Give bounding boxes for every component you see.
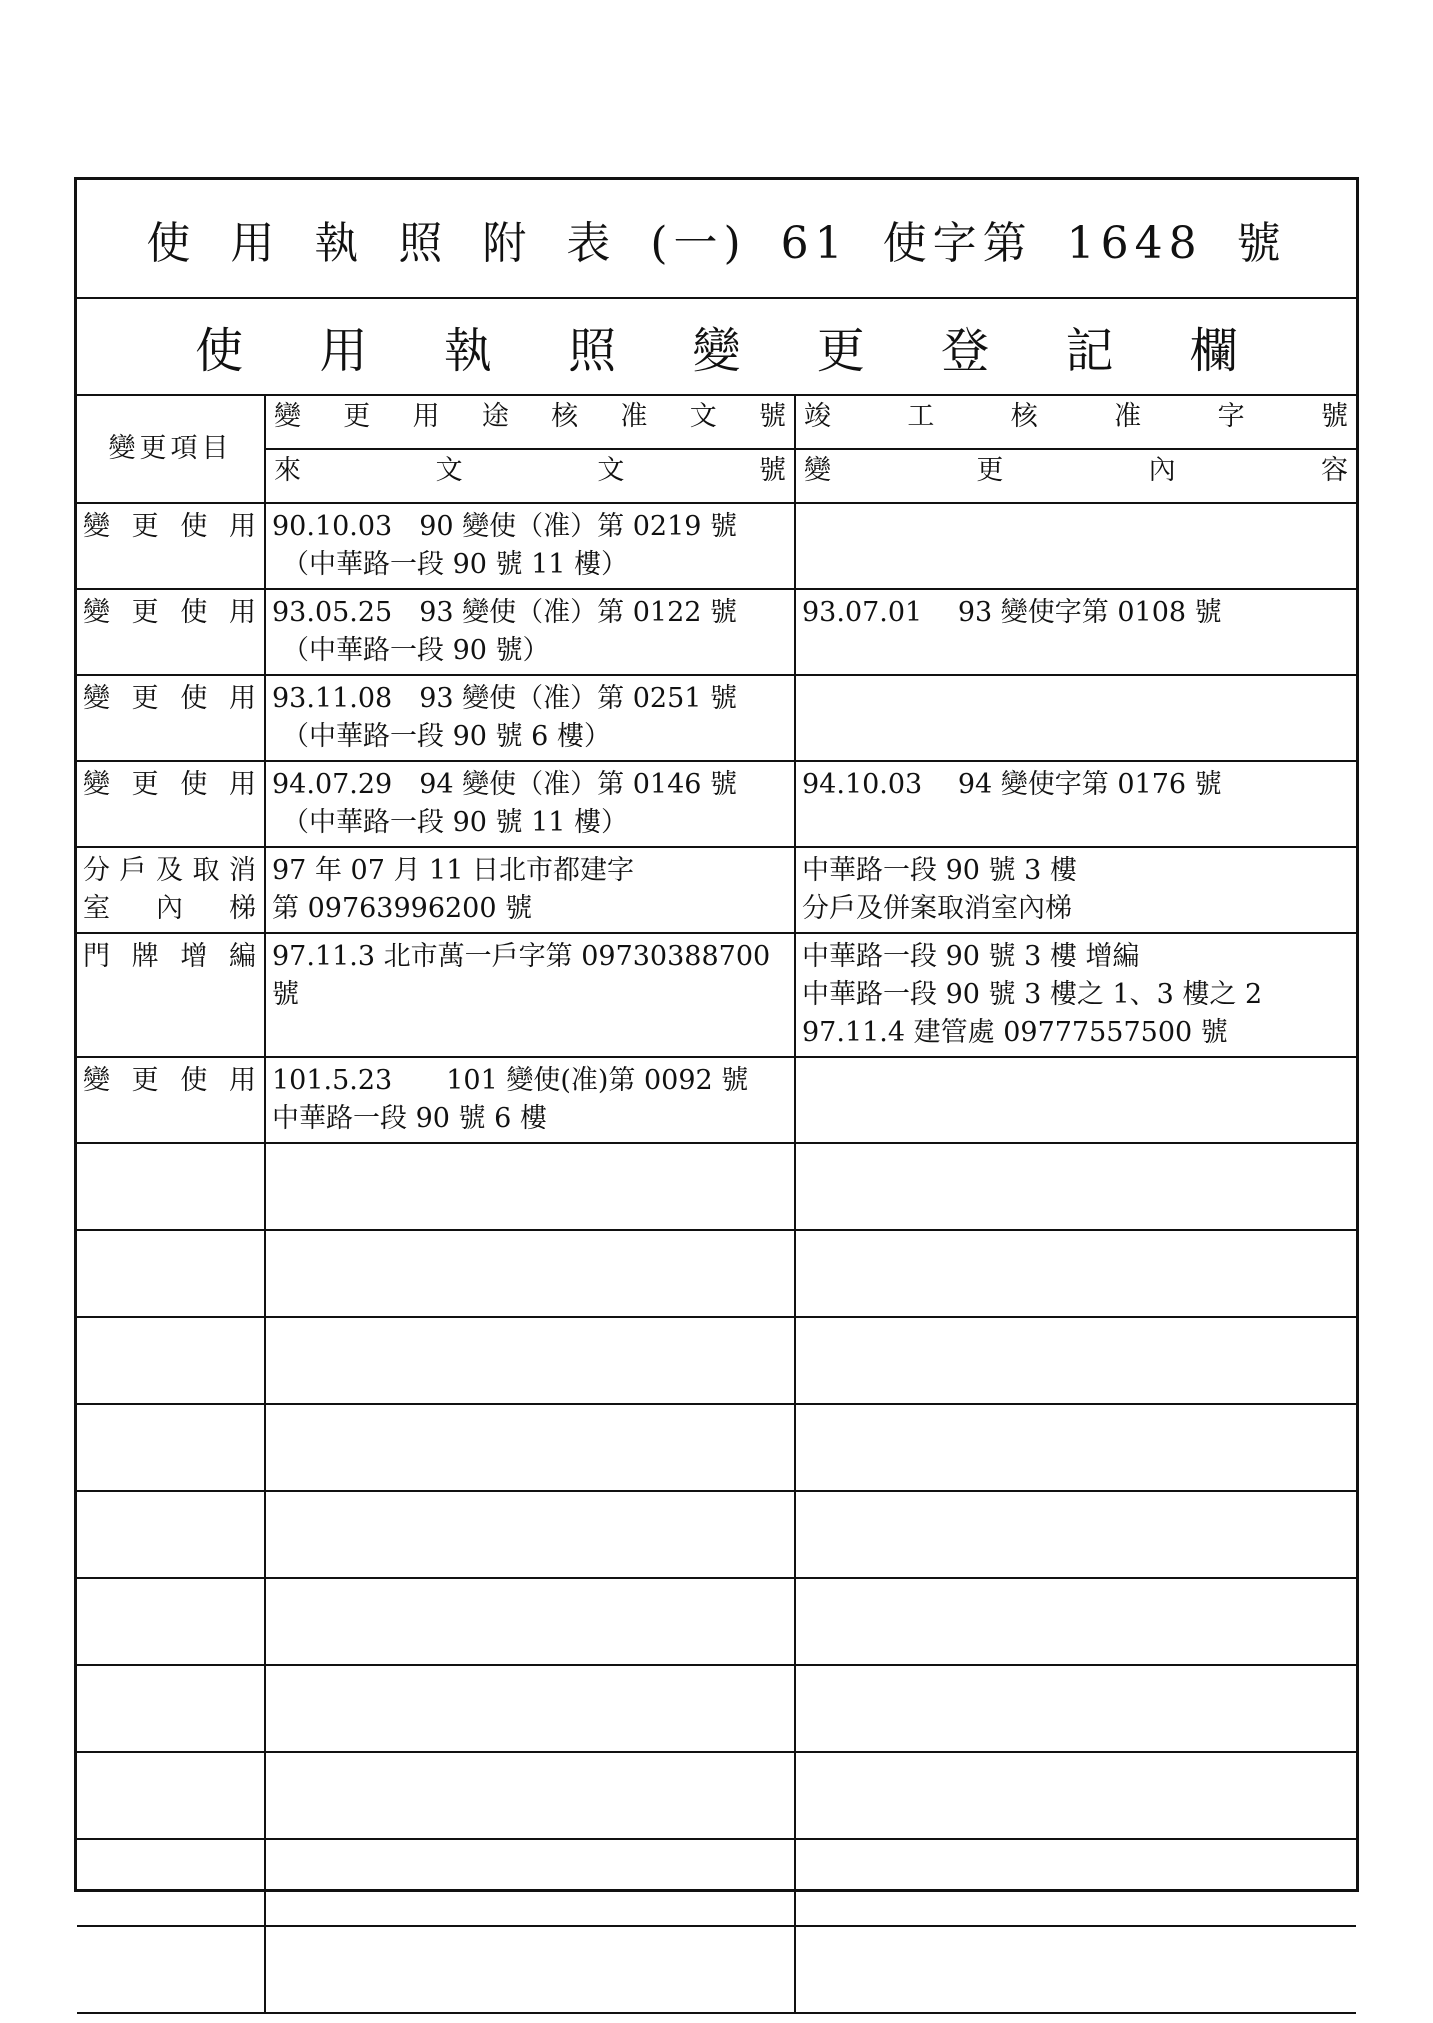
empty-cell [77, 1230, 265, 1317]
empty-register-row [77, 1317, 1356, 1404]
change-item-char: 內 [156, 893, 183, 924]
header-incoming-char: 文 [435, 455, 463, 486]
approval-doc-line: 101.5.23 101 變使(准)第 0092 號 [272, 1065, 749, 1096]
section-title-char: 照 [568, 323, 617, 379]
header-approval-char: 號 [758, 401, 786, 432]
document-title-text: 使 用 執 照 附 表 (一) 61 使字第 1648 號 [146, 217, 1287, 269]
header-incoming-doc [265, 449, 795, 503]
change-item-char: 增 [180, 941, 208, 972]
empty-cell [265, 1317, 795, 1404]
approval-doc-cell [265, 761, 795, 847]
empty-cell [795, 1404, 1356, 1491]
header-incoming-char: 號 [758, 455, 786, 486]
empty-cell [265, 1230, 795, 1317]
completion-line: 中華路一段 90 號 3 樓 增編 [802, 941, 1140, 972]
empty-cell [77, 1317, 265, 1404]
header-content-char: 內 [1148, 455, 1176, 486]
empty-register-row [77, 1578, 1356, 1665]
empty-cell [77, 1578, 265, 1665]
empty-cell [265, 1665, 795, 1752]
empty-cell [795, 1143, 1356, 1230]
completion-line: 94.10.03 94 變使字第 0176 號 [802, 769, 1222, 800]
empty-cell [265, 1578, 795, 1665]
header-change-content [795, 449, 1356, 503]
header-approval-char: 用 [412, 401, 440, 432]
empty-cell [795, 1491, 1356, 1578]
change-item-char: 梯 [229, 893, 256, 924]
change-item-cell [77, 503, 265, 589]
empty-cell [265, 1404, 795, 1491]
change-item-char: 使 [180, 683, 208, 714]
change-item-char: 更 [131, 683, 159, 714]
section-title [77, 299, 1356, 396]
approval-doc-line: 中華路一段 90 號 6 樓 [272, 1103, 547, 1134]
empty-register-row [77, 1404, 1356, 1491]
header-change-item: 變更項目 [77, 396, 265, 503]
approval-doc-line: 93.05.25 93 變使（准）第 0122 號 [272, 597, 738, 628]
section-title-char: 記 [1065, 323, 1114, 379]
approval-doc-line: 97.11.3 北市萬一戶字第 09730388700 [272, 941, 771, 972]
change-item-cell [77, 675, 265, 761]
empty-cell [77, 1752, 265, 1839]
change-register-table [77, 396, 1356, 2014]
empty-cell [795, 1926, 1356, 2013]
empty-cell [77, 1491, 265, 1578]
register-row [77, 1057, 1356, 1143]
approval-doc-line: 97 年 07 月 11 日北市都建字 [272, 855, 634, 886]
change-item-char: 及 [156, 855, 183, 886]
change-item-char: 使 [180, 1065, 208, 1096]
completion-cell [795, 761, 1356, 847]
approval-doc-line: 號 [272, 979, 299, 1010]
section-title-char: 使 [195, 323, 244, 379]
completion-cell [795, 847, 1356, 933]
section-title-char: 欄 [1189, 323, 1238, 379]
section-title-char: 用 [319, 323, 368, 379]
empty-cell [795, 1752, 1356, 1839]
change-item-cell [77, 847, 265, 933]
change-item-char: 用 [228, 1065, 256, 1096]
header-completion-char: 工 [907, 401, 935, 432]
approval-doc-line: 94.07.29 94 變使（准）第 0146 號 [272, 769, 738, 800]
header-approval-char: 核 [551, 401, 579, 432]
permit-sheet [74, 177, 1359, 1892]
change-item-char: 變 [83, 683, 110, 714]
change-item-cell [77, 1057, 265, 1143]
empty-register-row [77, 1143, 1356, 1230]
header-approval-doc [265, 396, 795, 449]
change-item-char: 變 [83, 769, 110, 800]
change-item-char: 門 [83, 941, 110, 972]
change-item-cell [77, 933, 265, 1057]
completion-line: 93.07.01 93 變使字第 0108 號 [802, 597, 1222, 628]
change-item-char: 用 [228, 511, 256, 542]
section-title-char: 執 [443, 323, 492, 379]
empty-register-row [77, 1752, 1356, 1839]
empty-cell [77, 1926, 265, 2013]
empty-cell [795, 1839, 1356, 1926]
approval-doc-cell [265, 847, 795, 933]
header-approval-char: 文 [689, 401, 717, 432]
change-item-char: 用 [228, 769, 256, 800]
empty-cell [77, 1665, 265, 1752]
empty-register-row [77, 1839, 1356, 1926]
completion-cell [795, 589, 1356, 675]
completion-line: 分戶及併案取消室內梯 [802, 893, 1072, 924]
header-incoming-char: 文 [597, 455, 625, 486]
completion-line: 中華路一段 90 號 3 樓之 1、3 樓之 2 [802, 979, 1263, 1010]
change-item-cell [77, 761, 265, 847]
change-item-char: 更 [131, 597, 159, 628]
approval-doc-line: （中華路一段 90 號 6 樓） [282, 721, 611, 752]
register-row [77, 847, 1356, 933]
empty-cell [77, 1143, 265, 1230]
empty-cell [265, 1926, 795, 2013]
empty-cell [795, 1317, 1356, 1404]
change-item-char: 戶 [119, 855, 147, 886]
approval-doc-cell [265, 1057, 795, 1143]
empty-register-row [77, 1926, 1356, 2013]
empty-cell [795, 1230, 1356, 1317]
header-incoming-char: 來 [274, 455, 301, 486]
empty-cell [795, 1665, 1356, 1752]
change-item-char: 消 [229, 855, 256, 886]
register-row [77, 503, 1356, 589]
approval-doc-line: 90.10.03 90 變使（准）第 0219 號 [272, 511, 738, 542]
header-completion-char: 號 [1320, 401, 1348, 432]
change-item-char: 分 [83, 855, 110, 886]
approval-doc-cell [265, 675, 795, 761]
approval-doc-cell [265, 589, 795, 675]
empty-cell [265, 1839, 795, 1926]
completion-cell [795, 933, 1356, 1057]
header-completion-char: 竣 [804, 401, 831, 432]
register-row [77, 675, 1356, 761]
change-item-char: 使 [180, 597, 208, 628]
section-title-char: 更 [816, 323, 865, 379]
change-item-char: 用 [228, 683, 256, 714]
empty-cell [265, 1143, 795, 1230]
empty-register-row [77, 1230, 1356, 1317]
completion-line: 中華路一段 90 號 3 樓 [802, 855, 1077, 886]
approval-doc-line: 93.11.08 93 變使（准）第 0251 號 [272, 683, 738, 714]
change-item-char: 更 [131, 769, 159, 800]
change-item-char: 編 [228, 941, 256, 972]
header-content-char: 更 [976, 455, 1004, 486]
register-row [77, 761, 1356, 847]
change-item-char: 用 [228, 597, 256, 628]
change-item-char: 更 [131, 1065, 159, 1096]
header-completion-char: 核 [1010, 401, 1038, 432]
header-content-char: 容 [1320, 455, 1348, 486]
header-approval-char: 准 [620, 401, 648, 432]
empty-register-row [77, 1665, 1356, 1752]
change-item-char: 室 [83, 893, 110, 924]
change-item-cell [77, 589, 265, 675]
approval-doc-cell [265, 933, 795, 1057]
empty-cell [795, 1578, 1356, 1665]
change-item-char: 牌 [131, 941, 159, 972]
change-item-char: 使 [180, 511, 208, 542]
change-item-char: 變 [83, 597, 110, 628]
approval-doc-line: （中華路一段 90 號 11 樓） [282, 549, 629, 580]
change-item-char: 變 [83, 1065, 110, 1096]
completion-cell [795, 503, 1356, 589]
empty-cell [265, 1752, 795, 1839]
approval-doc-line: （中華路一段 90 號 11 樓） [282, 807, 629, 838]
completion-cell [795, 1057, 1356, 1143]
register-row [77, 933, 1356, 1057]
section-title-char: 登 [941, 323, 990, 379]
header-approval-char: 變 [274, 401, 301, 432]
change-item-char: 變 [83, 511, 110, 542]
empty-cell [77, 1839, 265, 1926]
register-row [77, 589, 1356, 675]
change-item-char: 取 [192, 855, 220, 886]
empty-register-row [77, 1491, 1356, 1578]
empty-cell [265, 1491, 795, 1578]
approval-doc-cell [265, 503, 795, 589]
approval-doc-line: （中華路一段 90 號） [282, 635, 550, 666]
header-approval-char: 途 [481, 401, 509, 432]
document-title [77, 180, 1356, 299]
header-completion-char: 准 [1114, 401, 1142, 432]
change-item-char: 更 [131, 511, 159, 542]
approval-doc-line: 第 09763996200 號 [272, 893, 533, 924]
header-approval-char: 更 [343, 401, 371, 432]
change-item-char: 使 [180, 769, 208, 800]
completion-line: 97.11.4 建管處 09777557500 號 [802, 1017, 1228, 1048]
header-completion-char: 字 [1217, 401, 1245, 432]
completion-cell [795, 675, 1356, 761]
section-title-char: 變 [692, 323, 741, 379]
header-completion-no [795, 396, 1356, 449]
header-content-char: 變 [804, 455, 831, 486]
empty-cell [77, 1404, 265, 1491]
